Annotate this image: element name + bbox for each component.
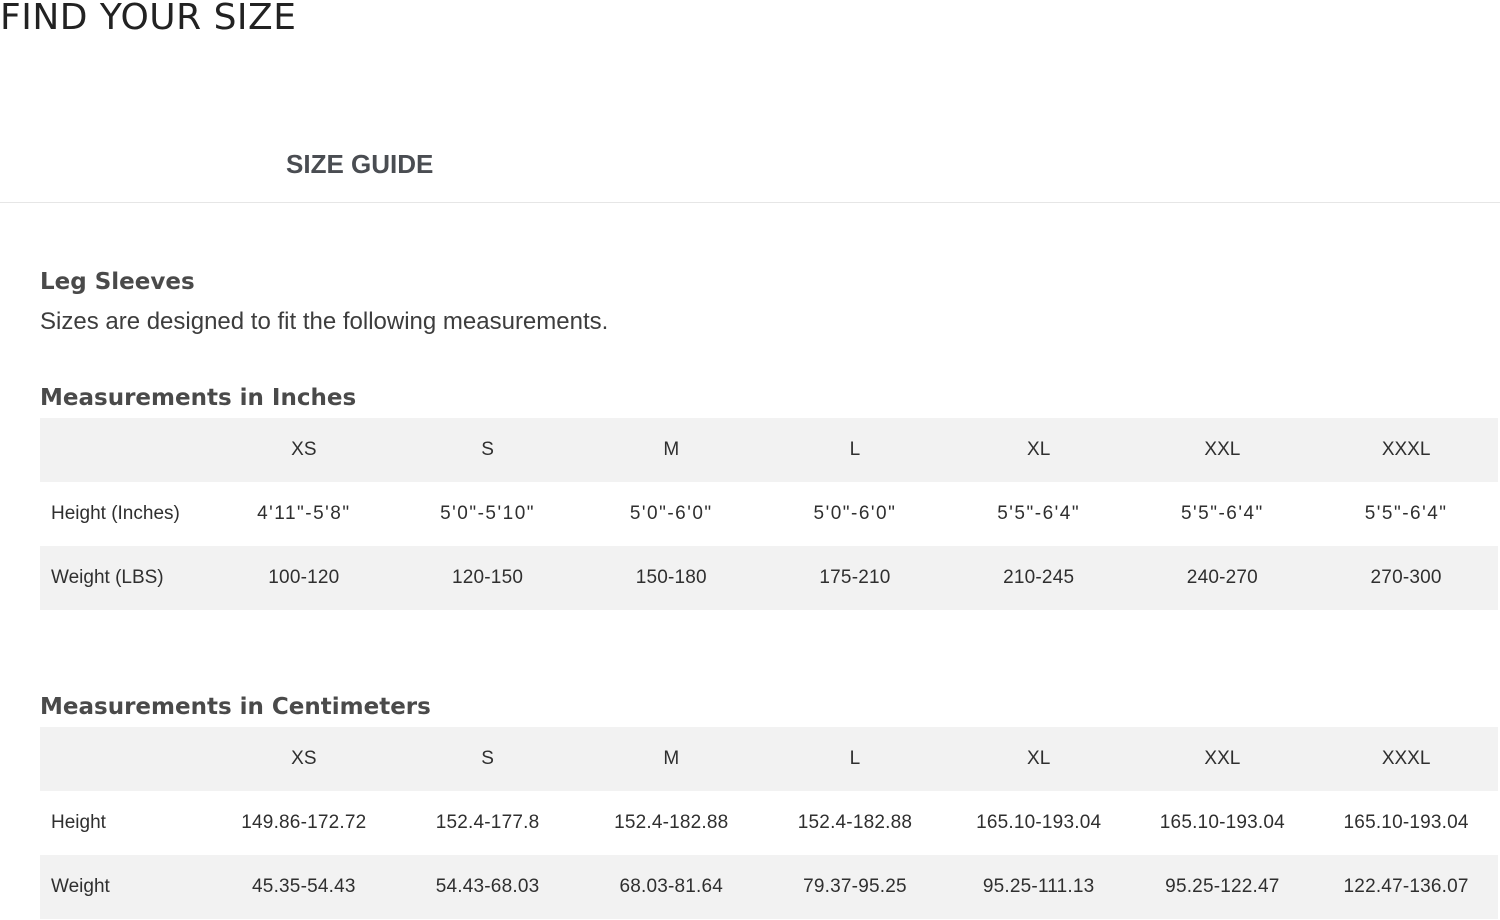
header-corner-cell — [40, 727, 212, 791]
value-cell: 152.4-182.88 — [797, 812, 913, 833]
value-cell: 120-150 — [396, 546, 580, 610]
size-header-xxl: XXL — [1131, 727, 1315, 791]
value-cell: 68.03-81.64 — [579, 855, 763, 919]
size-table-centimeters — [40, 727, 1498, 919]
row-label: Height — [51, 812, 106, 833]
header-corner-cell — [40, 418, 212, 482]
size-header-row — [40, 727, 1498, 791]
size-header-m: M — [579, 418, 763, 482]
value-cell: 5'5"-6'4" — [1180, 503, 1264, 524]
value-cell: 240-270 — [1131, 546, 1315, 610]
size-header-row — [40, 418, 1498, 482]
page-title: FIND YOUR SIZE — [0, 0, 297, 38]
table-row-weight-cm — [40, 855, 1498, 919]
size-header-s: S — [396, 418, 580, 482]
value-cell: 5'5"-6'4" — [997, 503, 1081, 524]
tab-size-guide[interactable]: SIZE GUIDE — [286, 149, 434, 179]
value-cell: 150-180 — [579, 546, 763, 610]
size-header-l: L — [763, 418, 947, 482]
value-cell: 5'5"-6'4" — [1364, 503, 1448, 524]
tab-bar — [0, 130, 1500, 203]
table-row-weight-lbs — [40, 546, 1498, 610]
value-cell: 4'11"-5'8" — [257, 503, 351, 524]
value-cell: 54.43-68.03 — [396, 855, 580, 919]
value-cell: 5'0"-6'0" — [813, 503, 897, 524]
size-header-s: S — [396, 727, 580, 791]
size-header-xs: XS — [212, 418, 396, 482]
value-cell: 45.35-54.43 — [212, 855, 396, 919]
size-header-xxxl: XXXL — [1314, 727, 1498, 791]
size-header-xl: XL — [947, 418, 1131, 482]
value-cell: 100-120 — [212, 546, 396, 610]
product-name: Leg Sleeves — [40, 269, 195, 295]
row-label: Weight (LBS) — [40, 546, 212, 610]
value-cell: 270-300 — [1314, 546, 1498, 610]
value-cell: 5'0"-5'10" — [440, 503, 535, 524]
value-cell: 165.10-193.04 — [976, 812, 1102, 833]
size-header-xs: XS — [212, 727, 396, 791]
section-heading-centimeters: Measurements in Centimeters — [40, 694, 431, 720]
row-label: Height (Inches) — [51, 503, 180, 524]
value-cell: 152.4-177.8 — [435, 812, 540, 833]
value-cell: 165.10-193.04 — [1159, 812, 1285, 833]
table-row-height-inches — [40, 482, 1498, 546]
size-header-m: M — [579, 727, 763, 791]
table-row-height-cm — [40, 791, 1498, 855]
value-cell: 95.25-122.47 — [1131, 855, 1315, 919]
section-heading-inches: Measurements in Inches — [40, 385, 357, 411]
value-cell: 210-245 — [947, 546, 1131, 610]
size-header-xxl: XXL — [1131, 418, 1315, 482]
size-header-l: L — [763, 727, 947, 791]
value-cell: 149.86-172.72 — [241, 812, 367, 833]
value-cell: 95.25-111.13 — [947, 855, 1131, 919]
value-cell: 122.47-136.07 — [1314, 855, 1498, 919]
intro-text: Sizes are designed to fit the following measurements. — [40, 308, 609, 335]
size-table-inches — [40, 418, 1498, 610]
value-cell: 165.10-193.04 — [1343, 812, 1469, 833]
value-cell: 152.4-182.88 — [614, 812, 729, 833]
size-header-xxxl: XXXL — [1314, 418, 1498, 482]
row-label: Weight — [40, 855, 212, 919]
value-cell: 175-210 — [763, 546, 947, 610]
value-cell: 5'0"-6'0" — [629, 503, 713, 524]
size-header-xl: XL — [947, 727, 1131, 791]
value-cell: 79.37-95.25 — [763, 855, 947, 919]
